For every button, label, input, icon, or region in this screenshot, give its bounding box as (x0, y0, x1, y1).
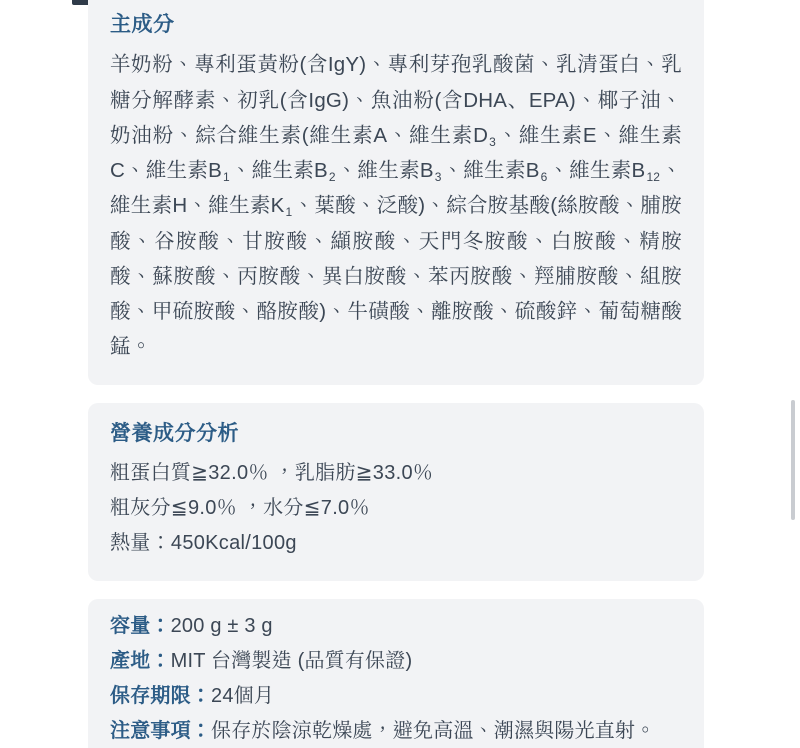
spec-label-origin: 產地： (110, 650, 171, 673)
ingredients-body: 羊奶粉、專利蛋黃粉(含IgY)、專利芽孢乳酸菌、乳清蛋白、乳糖分解酵素、初乳(含IgG)、魚油粉(含DHA、EPA)、椰子油、奶油粉、綜合維生素(維生素A、維生素$D_3$、維生素E、維生素C、維生素$B_1$、維生素$B_2$、維生素$B_3$、維生素$B_6$、維生素$B_{12}$、維生素H、維生素$K_1$、葉酸、泛酸)、綜合胺基酸(絲胺酸、脯胺酸、谷胺酸、甘胺酸、纈胺酸、天門冬胺酸、白胺酸、精胺酸、蘇胺酸、丙胺酸、異白胺酸、苯丙胺酸、羥脯胺酸、組胺酸、甲硫胺酸、酪胺酸)、牛磺酸、離胺酸、硫酸鋅、葡萄糖酸錳。 (110, 53, 682, 359)
page-scrollbar[interactable] (792, 0, 798, 748)
spec-card (88, 599, 704, 748)
spec-label-notice: 注意事項： (110, 720, 211, 743)
spec-value-origin: MIT 台灣製造 (品質有保證) (170, 650, 413, 673)
spec-label-shelf-life: 保存期限： (110, 685, 211, 708)
nutrition-line-protein-fat: 粗蛋白質≧32.0％ ，乳脂肪≧33.0％ (110, 462, 434, 485)
spec-label-volume: 容量： (110, 615, 171, 638)
detail-content (88, 0, 704, 748)
nutrition-line-calories: 熱量：450Kcal/100g (110, 532, 297, 555)
spec-value-shelf-life: 24個月 (211, 685, 275, 708)
spec-row-shelf-life (110, 679, 682, 714)
ingredients-title: 主成分 (110, 13, 175, 36)
nutrition-line-ash-moisture: 粗灰分≦9.0％ ，水分≦7.0％ (110, 497, 370, 520)
spec-value-volume: 200 g ± 3 g (170, 615, 273, 638)
spec-value-notice: 保存於陰涼乾燥處，避免高溫、潮濕與陽光直射。 (211, 720, 656, 743)
spec-row-volume (110, 609, 682, 644)
nutrition-card (88, 403, 704, 581)
spec-row-origin (110, 644, 682, 679)
nutrition-title: 營養成分分析 (110, 421, 239, 445)
ingredients-card (88, 0, 704, 385)
spec-row-notice (110, 714, 682, 748)
scrollbar-thumb[interactable] (791, 400, 795, 520)
